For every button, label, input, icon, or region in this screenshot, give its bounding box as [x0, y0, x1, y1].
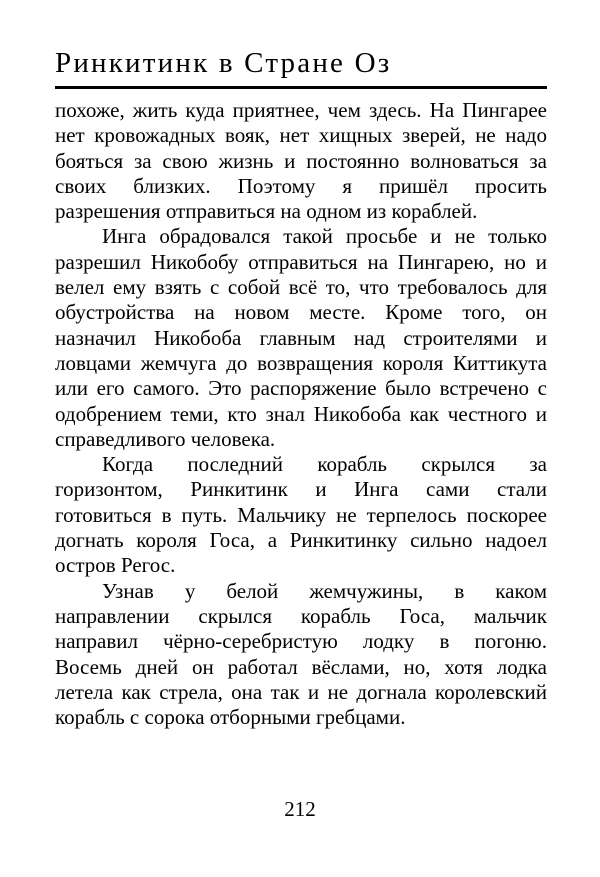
- text-line: Когда последний корабль скрылся за: [102, 452, 547, 477]
- text-line: или его самого. Это распоряжение было встречено с: [55, 376, 547, 401]
- text-line: готовиться в путь. Мальчику не терпелось поскорее: [55, 502, 547, 527]
- text-line: Восемь дней он работал вёслами, но, хотя лодка: [55, 654, 547, 679]
- page-body: [55, 98, 547, 730]
- text-line: похоже, жить куда приятнее, чем здесь. На Пингарее: [55, 98, 547, 122]
- text-line: бояться за свою жизнь и постоянно волноваться за: [55, 148, 547, 173]
- text-line: одобрением теми, кто знал Никобоба как честного и: [55, 401, 547, 426]
- text-line: ловцами жемчуга до возвращения короля Киттикута: [55, 350, 547, 375]
- text-line: разрешил Никобобу отправиться на Пингарею, но и: [55, 249, 547, 274]
- text-line: обустройства на новом месте. Кроме того, он: [55, 300, 547, 325]
- page-number: 212: [284, 797, 316, 821]
- paragraph: [55, 452, 547, 578]
- text-line: остров Регос.: [55, 553, 176, 578]
- paragraph: [55, 579, 547, 731]
- text-line: Узнав у белой жемчужины, в каком: [102, 578, 547, 603]
- text-line: своих близких. Поэтому я пришёл просить: [55, 173, 547, 198]
- header-rule: [55, 86, 547, 89]
- text-line: нет кровожадных вояк, нет хищных зверей, не надо: [55, 123, 547, 148]
- paragraph: [55, 224, 547, 452]
- paragraph: [55, 98, 547, 224]
- text-line: справедливого человека.: [55, 426, 276, 451]
- text-line: Инга обрадовался такой просьбе и не только: [102, 224, 547, 249]
- running-head-title: Ринкитинк в Стране Оз: [55, 47, 392, 79]
- text-line: назначил Никобоба главным над строителями и: [55, 325, 547, 350]
- text-line: летела как стрела, она так и не догнала королевский: [55, 679, 547, 704]
- text-line: направлении скрылся корабль Госа, мальчик: [55, 603, 547, 628]
- text-line: велел ему взять с собой всё то, что требовалось для: [55, 275, 547, 300]
- text-line: корабль с сорока отборными гребцами.: [55, 705, 406, 730]
- text-line: направил чёрно-серебристую лодку в погоню.: [55, 629, 547, 654]
- text-line: горизонтом, Ринкитинк и Инга сами стали: [55, 477, 547, 502]
- text-line: разрешения отправиться на одном из кораблей.: [55, 199, 478, 224]
- text-line: догнать короля Госа, а Ринкитинку сильно надоел: [55, 528, 547, 553]
